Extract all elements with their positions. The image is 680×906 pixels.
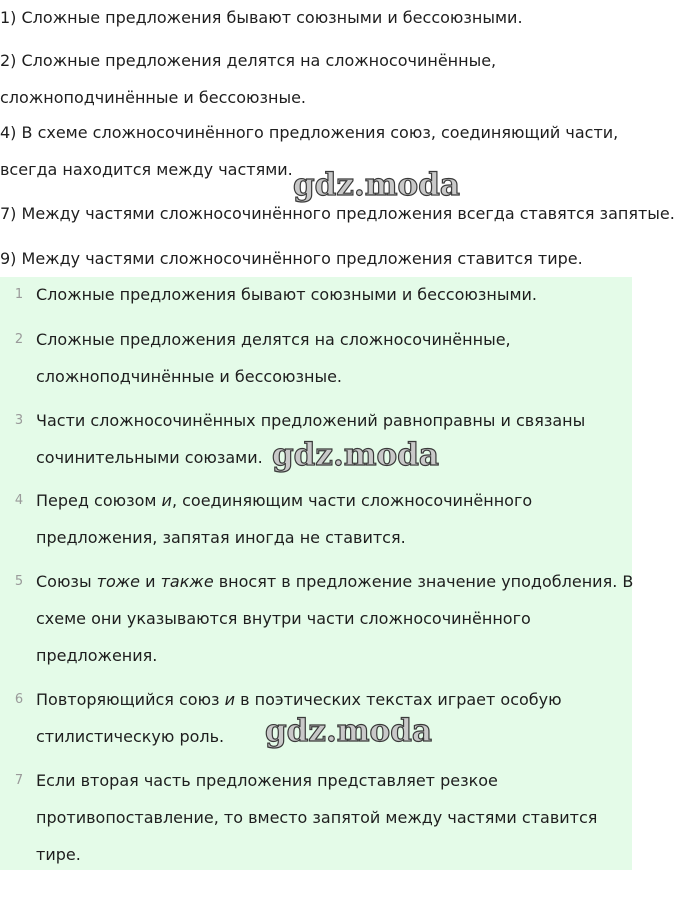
text-segment: в поэтических текстах играет особую (235, 690, 562, 709)
text-segment: вносят в предложение значение уподобления. В (213, 572, 634, 591)
item-number: 4 (14, 493, 24, 508)
statement-4-line-1: 4) В схеме сложносочинённого предложения союз, соединяющий части, (0, 123, 619, 142)
item-text: сочинительными союзами. (36, 448, 263, 467)
statement-4-line-2: всегда находится между частями. (0, 160, 293, 179)
emphasis-conjunction: и (161, 491, 172, 510)
item-text: Сложные предложения делятся на сложносочинённые, (36, 330, 511, 349)
item-text: стилистическую роль. (36, 727, 225, 746)
statement-7: 7) Между частями сложносочинённого предложения всегда ставятся запятые. (0, 204, 675, 223)
item-text (36, 572, 633, 592)
emphasis-conjunction: также (160, 572, 214, 591)
statement-9: 9) Между частями сложносочинённого предложения ставится тире. (0, 249, 583, 268)
statement-2-line-2: сложноподчинённые и бессоюзные. (0, 88, 307, 107)
item-text (36, 491, 532, 511)
statement-2-line-1: 2) Сложные предложения делятся на сложносочинённые, (0, 51, 497, 70)
text-segment: Повторяющийся союз (36, 690, 225, 709)
answer-block (0, 277, 632, 870)
text-segment: и (140, 572, 161, 591)
item-text: предложения. (36, 646, 158, 665)
statement-1: 1) Сложные предложения бывают союзными и бессоюзными. (0, 8, 523, 27)
item-text (36, 690, 562, 710)
item-number: 6 (14, 692, 24, 707)
item-number: 3 (14, 413, 24, 428)
watermark-logo: gdz.moda (265, 713, 432, 749)
watermark-logo: gdz.moda (272, 437, 439, 473)
item-number: 2 (14, 332, 24, 347)
text-segment: Перед союзом (36, 491, 162, 510)
item-number: 7 (14, 773, 24, 788)
item-text: противопоставление, то вместо запятой между частями ставится (36, 808, 598, 827)
text-segment: Союзы (36, 572, 97, 591)
item-text: сложноподчинённые и бессоюзные. (36, 367, 343, 386)
item-number: 1 (14, 287, 24, 302)
item-text: схеме они указываются внутри части сложносочинённого (36, 609, 531, 628)
emphasis-conjunction: и (224, 690, 236, 709)
watermark-logo: gdz.moda (293, 167, 460, 203)
item-number: 5 (14, 574, 24, 589)
item-text: Если вторая часть предложения представляет резкое (36, 771, 498, 790)
emphasis-conjunction: тоже (96, 572, 141, 591)
item-text: Части сложносочинённых предложений равноправны и связаны (36, 411, 586, 430)
item-text: предложения, запятая иногда не ставится. (36, 528, 406, 547)
text-segment: , соединяющим части сложносочинённого (171, 491, 533, 510)
item-text: тире. (36, 845, 81, 864)
item-text: Сложные предложения бывают союзными и бессоюзными. (36, 285, 538, 304)
